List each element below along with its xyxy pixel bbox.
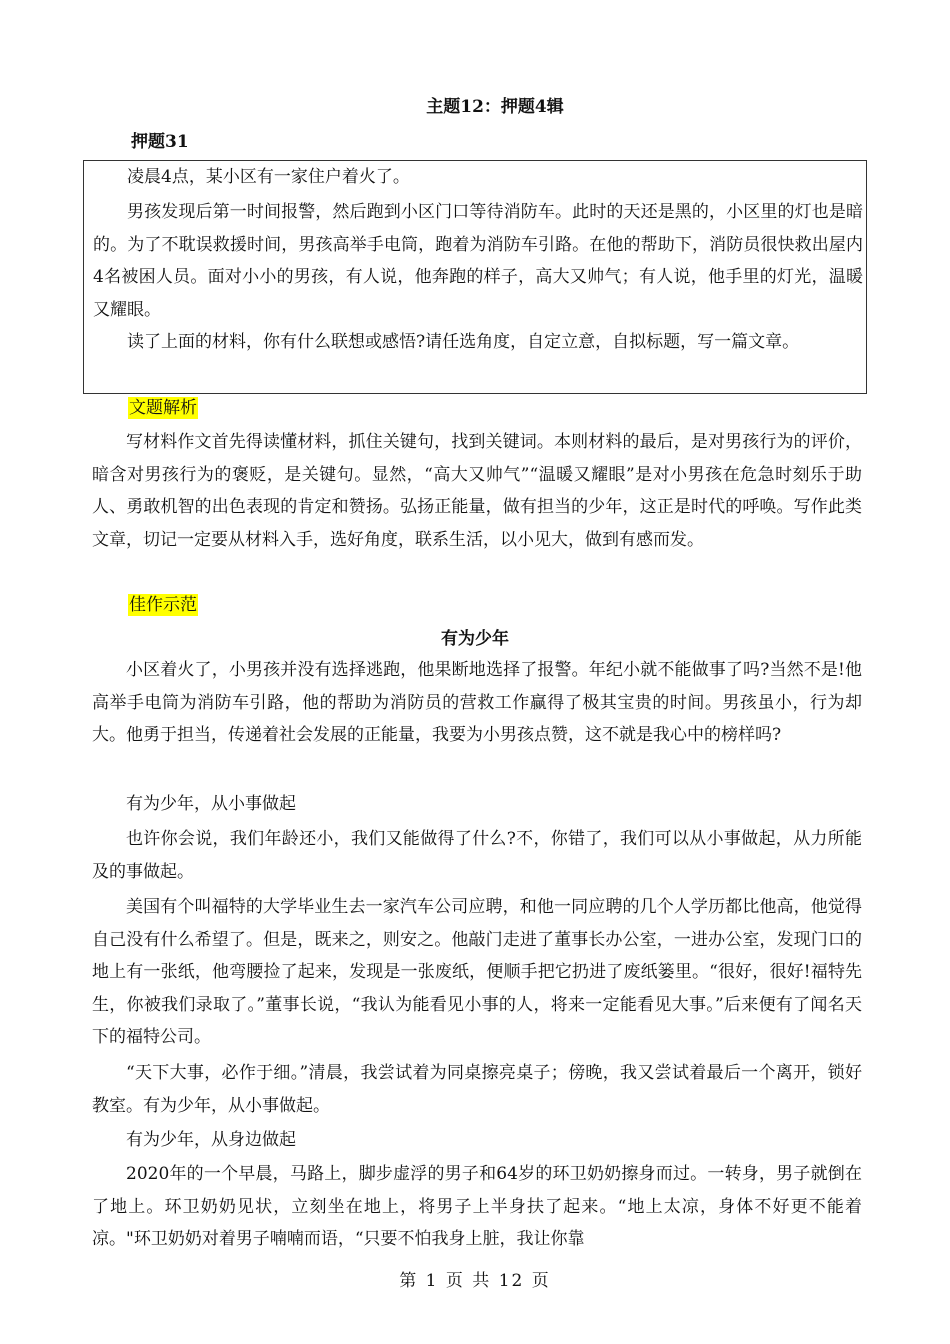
prompt-paragraph-3: 读了上面的材料，你有什么联想或感悟?请任选角度，自定立意，自拟标题，写一篇文章。 (127, 332, 800, 352)
essay-paragraph-2: 也许你会说，我们年龄还小，我们又能做得了什么?不，你错了，我们可以从小事做起，从力所能及的事做起。 (92, 829, 862, 882)
essay-paragraph-4: “天下大事，必作于细。”清晨，我尝试着为同桌擦亮桌子；傍晚，我又尝试着最后一个离开，锁好教室。有为少年，从小事做起。 (92, 1063, 862, 1116)
essay-paragraph-3: 美国有个叫福特的大学毕业生去一家汽车公司应聘，和他一同应聘的几个人学历都比他高，他觉得自己没有什么希望了。但是，既来之，则安之。他敲门走进了董事长办公室，一进办公室，发现门口的地上有一张纸，他弯腰捡了起来，发现是一张废纸，便顺手把它扔进了废纸篓里。“很好，很好!福特先生，你被我们录取了。”董事长说，“我认为能看见小事的人，将来一定能看见大事。”后来便有了闻名天下的福特公司。 (92, 897, 862, 1047)
essay-subheading-1: 有为少年，从小事做起 (126, 794, 296, 814)
page-footer: 第 1 页 共 12 页 (399, 1271, 551, 1291)
prompt-box (83, 160, 867, 394)
essay-subheading-2: 有为少年，从身边做起 (126, 1130, 296, 1150)
essay-paragraph-1: 小区着火了，小男孩并没有选择逃跑，他果断地选择了报警。年纪小就不能做事了吗?当然不是!他高举手电筒为消防车引路，他的帮助为消防员的营救工作赢得了极其宝贵的时间。男孩虽小，行为却大。他勇于担当，传递着社会发展的正能量，我要为小男孩点赞，这不就是我心中的榜样吗? (92, 660, 862, 745)
analysis-label: 文题解析 (129, 398, 197, 418)
prompt-paragraph-2: 男孩发现后第一时间报警，然后跑到小区门口等待消防车。此时的天还是黑的，小区里的灯也是暗的。为了不耽误救援时间，男孩高举手电筒，跑着为消防车引路。在他的帮助下，消防员很快救出屋内4名被困人员。面对小小的男孩，有人说，他奔跑的样子，高大又帅气；有人说，他手里的灯光，温暖又耀眼。 (93, 202, 863, 320)
essay-paragraph-5: 2020年的一个早晨，马路上，脚步虚浮的男子和64岁的环卫奶奶擦身而过。一转身，男子就倒在了地上。环卫奶奶见状，立刻坐在地上，将男子上半身扶了起来。“地上太凉，身体不好更不能着凉。"环卫奶奶对着男子喃喃而语，“只要不怕我身上脏，我让你靠 (92, 1164, 862, 1249)
section-heading: 押题31 (131, 132, 189, 152)
document-title: 主题12：押题4辑 (426, 97, 564, 117)
essay-title: 有为少年 (441, 629, 509, 649)
prompt-paragraph-1: 凌晨4点，某小区有一家住户着火了。 (127, 167, 410, 187)
example-label: 佳作示范 (129, 595, 197, 615)
analysis-paragraph: 写材料作文首先得读懂材料，抓住关键句，找到关键词。本则材料的最后，是对男孩行为的评价，暗含对男孩行为的褒贬，是关键句。显然，“高大又帅气”“温暖又耀眼”是对小男孩在危急时刻乐于助人、勇敢机智的出色表现的肯定和赞扬。弘扬正能量，做有担当的少年，这正是时代的呼唤。写作此类文章，切记一定要从材料入手，选好角度，联系生活，以小见大，做到有感而发。 (92, 432, 862, 550)
